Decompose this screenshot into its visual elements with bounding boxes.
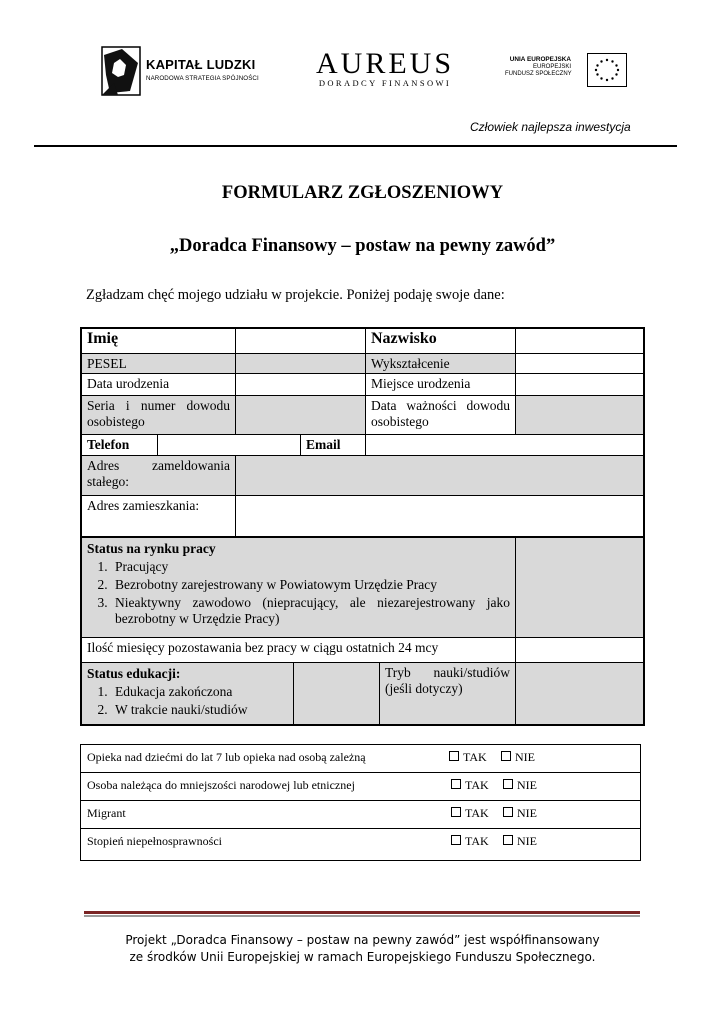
field-ilosc-miesiecy[interactable] xyxy=(515,637,645,663)
project-title: „Doradca Finansowy – postaw na pewny zawód” xyxy=(169,236,556,256)
aureus-logo xyxy=(315,47,455,88)
status-rynku-option: 1. Pracujący xyxy=(111,559,510,575)
checkbox-icon[interactable] xyxy=(451,835,461,845)
eu-text xyxy=(505,56,571,79)
kapital-ludzki-logo xyxy=(100,45,270,97)
eu-logo xyxy=(505,53,627,91)
kapital-ludzki-subtitle: NARODOWA STRATEGIA SPÓJNOŚCI xyxy=(146,75,259,82)
motto: Człowiek najlepsza inwestycja xyxy=(470,120,631,134)
intro-text: Zgładzam chęć mojego udziału w projekcie. Poniżej podaję swoje dane: xyxy=(86,287,505,303)
header-divider xyxy=(34,145,677,147)
checkbox-icon[interactable] xyxy=(451,807,461,817)
option-tak[interactable] xyxy=(449,750,487,765)
label-adres-zamieszkania: Adres zamieszkania: xyxy=(80,495,236,537)
label-wyksztalcenie: Wykształcenie xyxy=(365,353,516,374)
form-title: FORMULARZ ZGŁOSZENIOWY xyxy=(221,183,504,203)
label-imie: Imię xyxy=(80,327,236,354)
nie-label: NIE xyxy=(517,834,537,848)
tak-label: TAK xyxy=(465,806,489,820)
yes-no-question: Stopień niepełnosprawności xyxy=(87,834,222,848)
yes-no-row xyxy=(80,828,641,861)
field-pesel[interactable] xyxy=(235,353,366,374)
yes-no-row xyxy=(80,772,641,800)
status-rynku-label: Status na rynku pracy xyxy=(87,541,216,556)
option-tak[interactable] xyxy=(451,834,489,849)
eu-flag-icon xyxy=(587,53,627,87)
label-adres-zameldowania: Adres zameldowania stałego: xyxy=(80,455,236,496)
option-nie[interactable] xyxy=(503,778,537,793)
field-status-rynku-pracy[interactable] xyxy=(515,536,645,638)
status-edukacji-list xyxy=(87,684,288,718)
checkbox-icon[interactable] xyxy=(503,779,513,789)
field-data-urodzenia[interactable] xyxy=(235,373,366,396)
field-adres-zamieszkania[interactable] xyxy=(235,495,645,537)
nie-label: NIE xyxy=(517,778,537,792)
checkbox-icon[interactable] xyxy=(503,835,513,845)
yes-no-row xyxy=(80,800,641,828)
nie-label: NIE xyxy=(515,750,535,764)
field-imie[interactable] xyxy=(235,327,366,354)
status-rynku-option: 3. Nieaktywny zawodowo (niepracujący, ale niezarejestrowany jako bezrobotny w Urzędzie Pracy) xyxy=(111,595,510,627)
eu-line3: FUNDUSZ SPOŁECZNY xyxy=(505,71,572,77)
yes-no-question: Opieka nad dziećmi do lat 7 lub opieka nad osobą zależną xyxy=(87,750,366,764)
yes-no-question: Migrant xyxy=(87,806,126,820)
field-email[interactable] xyxy=(365,434,645,456)
footer-line-2: ze środków Unii Europejskiej w ramach Europejskiego Funduszu Społecznego. xyxy=(129,950,596,964)
status-edukacji xyxy=(80,662,294,726)
label-miejsce-urodzenia: Miejsce urodzenia xyxy=(365,373,516,396)
label-tryb-nauki: Tryb nauki/studiów (jeśli dotyczy) xyxy=(379,662,516,726)
option-tak[interactable] xyxy=(451,806,489,821)
label-ilosc-miesiecy: Ilość miesięcy pozostawania bez pracy w ciągu ostatnich 24 mcy xyxy=(80,637,516,663)
label-seria-dowodu: Seria i numer dowodu osobistego xyxy=(80,395,236,435)
status-rynku-list xyxy=(87,559,510,627)
yes-no-row xyxy=(80,744,641,772)
checkbox-icon[interactable] xyxy=(451,779,461,789)
option-nie[interactable] xyxy=(501,750,535,765)
tak-label: TAK xyxy=(465,834,489,848)
checkbox-icon[interactable] xyxy=(503,807,513,817)
nie-label: NIE xyxy=(517,806,537,820)
aureus-subtitle: DORADCY FINANSOWI xyxy=(318,78,452,88)
field-status-edukacji[interactable] xyxy=(293,662,380,726)
field-miejsce-urodzenia[interactable] xyxy=(515,373,645,396)
label-email: Email xyxy=(300,434,366,456)
aureus-name: AUREUS xyxy=(315,47,454,80)
label-data-urodzenia: Data urodzenia xyxy=(80,373,236,396)
footer-divider xyxy=(84,911,640,914)
field-tryb-nauki[interactable] xyxy=(515,662,645,726)
footer-line-1: Projekt „Doradca Finansowy – postaw na pewny zawód” jest współfinansowany xyxy=(125,933,600,947)
field-telefon[interactable] xyxy=(157,434,301,456)
footer-divider-shadow xyxy=(84,915,640,917)
label-pesel: PESEL xyxy=(80,353,236,374)
yes-no-question: Osoba należąca do mniejszości narodowej lub etnicznej xyxy=(87,778,355,792)
status-edukacji-label: Status edukacji: xyxy=(87,666,181,681)
status-edukacji-option: 2. W trakcie nauki/studiów xyxy=(111,702,288,718)
status-rynku-option: 2. Bezrobotny zarejestrowany w Powiatowym Urzędzie Pracy xyxy=(111,577,510,593)
option-nie[interactable] xyxy=(503,834,537,849)
kapital-ludzki-emblem-icon xyxy=(100,45,142,97)
field-adres-zameldowania[interactable] xyxy=(235,455,645,496)
eu-title: UNIA EUROPEJSKA xyxy=(509,56,571,63)
status-edukacji-option: 1. Edukacja zakończona xyxy=(111,684,288,700)
status-rynku-pracy xyxy=(80,536,516,638)
footer-text xyxy=(0,932,725,966)
tak-label: TAK xyxy=(463,750,487,764)
field-nazwisko[interactable] xyxy=(515,327,645,354)
checkbox-icon[interactable] xyxy=(501,751,511,761)
label-data-waznosci: Data ważności dowodu osobistego xyxy=(365,395,516,435)
label-telefon: Telefon xyxy=(80,434,158,456)
eu-line2: EUROPEJSKI xyxy=(532,63,571,70)
checkbox-icon[interactable] xyxy=(449,751,459,761)
kapital-ludzki-name: KAPITAŁ LUDZKI xyxy=(146,57,256,72)
tak-label: TAK xyxy=(465,778,489,792)
field-seria-dowodu[interactable] xyxy=(235,395,366,435)
field-wyksztalcenie[interactable] xyxy=(515,353,645,374)
option-nie[interactable] xyxy=(503,806,537,821)
option-tak[interactable] xyxy=(451,778,489,793)
label-nazwisko: Nazwisko xyxy=(365,327,516,354)
field-data-waznosci[interactable] xyxy=(515,395,645,435)
